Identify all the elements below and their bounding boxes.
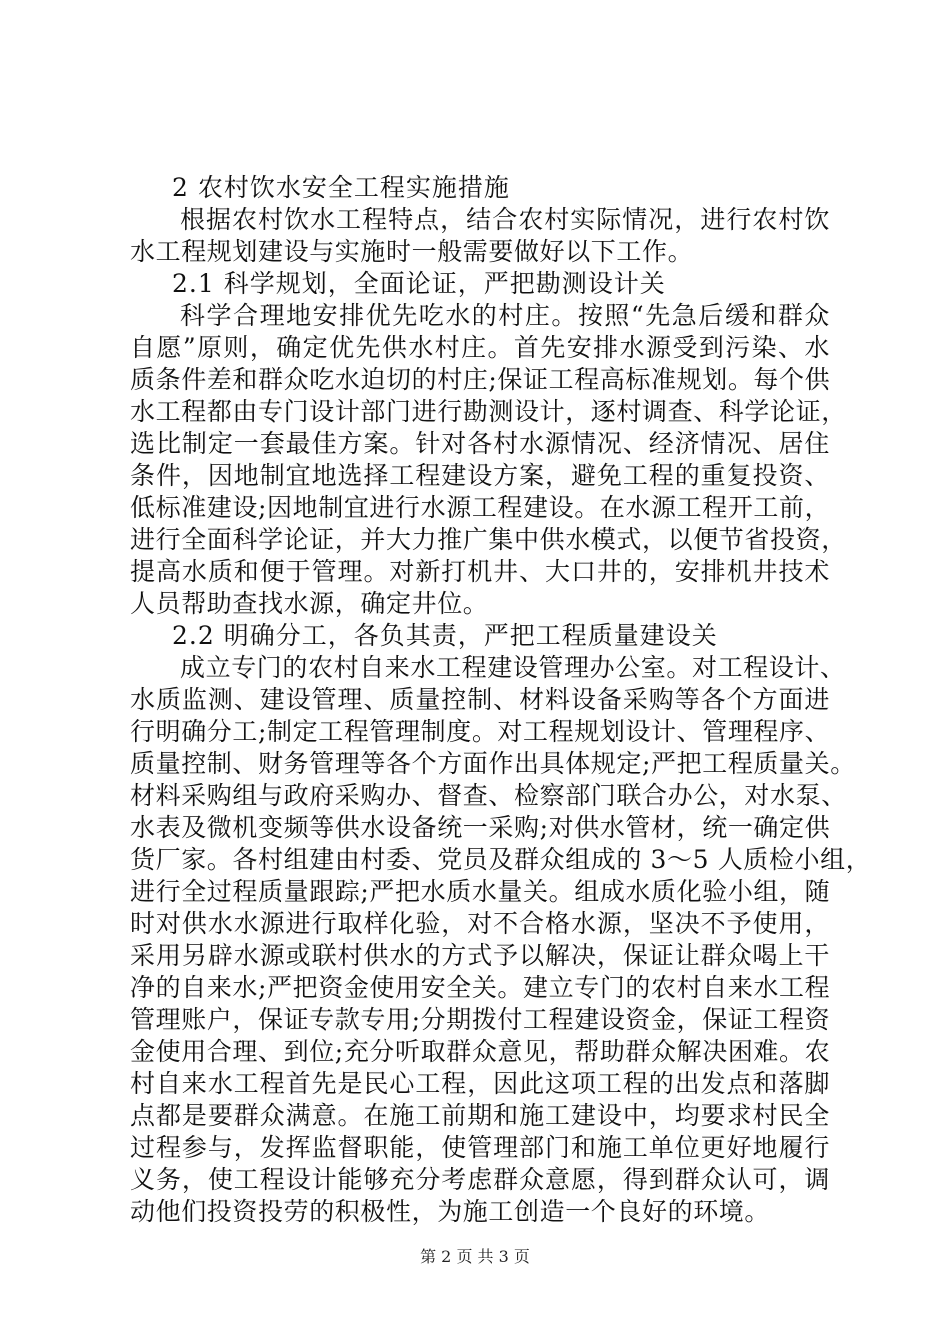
paragraph-first-line: 成立专门的农村自来水工程建设管理办公室。对工程设计、 xyxy=(180,653,846,682)
paragraph-first-line: 根据农村饮水工程特点，结合农村实际情况，进行农村饮 xyxy=(180,205,830,234)
paragraph-last-line: 人员帮助查找水源，确定井位。 xyxy=(130,589,489,618)
section-heading: 2.1 科学规划，全面论证，严把勘测设计关 xyxy=(172,269,666,298)
section-heading: 2 农村饮水安全工程实施措施 xyxy=(172,173,510,202)
paragraph-line: 水质监测、建设管理、质量控制、材料设备采购等各个方面进 xyxy=(130,685,830,714)
paragraph-line: 提高水质和便于管理。对新打机井、大口井的，安排机井技术 xyxy=(130,557,830,586)
paragraph-last-line: 动他们投资投劳的积极性，为施工创造一个良好的环境。 xyxy=(130,1197,771,1226)
paragraph-line: 采用另辟水源或联村供水的方式予以解决，保证让群众喝上干 xyxy=(130,941,830,970)
paragraph-line: 质条件差和群众吃水迫切的村庄;保证工程高标准规划。每个供 xyxy=(130,365,831,394)
paragraph-line: 进行全面科学论证，并大力推广集中供水模式，以便节省投资， xyxy=(130,525,847,554)
paragraph-line: 时对供水水源进行取样化验，对不合格水源，坚决不予使用， xyxy=(130,909,830,938)
paragraph-line: 质量控制、财务管理等各个方面作出具体规定;严把工程质量关。 xyxy=(130,749,856,778)
paragraph-line: 金使用合理、到位;充分听取群众意见，帮助群众解决困难。农 xyxy=(130,1037,831,1066)
paragraph-line: 材料采购组与政府采购办、督查、检察部门联合办公，对水泵、 xyxy=(130,781,847,810)
paragraph-line: 行明确分工;制定工程管理制度。对工程规划设计、管理程序、 xyxy=(130,717,831,746)
paragraph-line: 条件，因地制宜地选择工程建设方案，避免工程的重复投资、 xyxy=(130,461,830,490)
paragraph-line: 低标准建设;因地制宜进行水源工程建设。在水源工程开工前， xyxy=(130,493,831,522)
paragraph-line: 净的自来水;严把资金使用安全关。建立专门的农村自来水工程 xyxy=(130,973,831,1002)
page-footer: 第 2 页 共 3 页 xyxy=(420,1247,530,1266)
paragraph-line: 自愿”原则，确定优先供水村庄。首先安排水源受到污染、水 xyxy=(130,333,830,362)
paragraph-line: 进行全过程质量跟踪;严把水质水量关。组成水质化验小组，随 xyxy=(130,877,831,906)
paragraph-line: 义务，使工程设计能够充分考虑群众意愿，得到群众认可，调 xyxy=(130,1165,830,1194)
paragraph-line: 过程参与，发挥监督职能，使管理部门和施工单位更好地履行 xyxy=(130,1133,830,1162)
paragraph-line: 村自来水工程首先是民心工程，因此这项工程的出发点和落脚 xyxy=(130,1069,830,1098)
document-body xyxy=(130,172,872,1228)
paragraph-line: 管理账户，保证专款专用;分期拨付工程建设资金，保证工程资 xyxy=(130,1005,831,1034)
paragraph-line: 选比制定一套最佳方案。针对各村水源情况、经济情况、居住 xyxy=(130,429,830,458)
paragraph-line: 水工程都由专门设计部门进行勘测设计，逐村调查、科学论证， xyxy=(130,397,847,426)
paragraph-line: 点都是要群众满意。在施工前期和施工建设中，均要求村民全 xyxy=(130,1101,830,1130)
paragraph-last-line: 水工程规划建设与实施时一般需要做好以下工作。 xyxy=(130,237,694,266)
paragraph-line: 水表及微机变频等供水设备统一采购;对供水管材，统一确定供 xyxy=(130,813,831,842)
paragraph-first-line: 科学合理地安排优先吃水的村庄。按照“先急后缓和群众 xyxy=(180,301,830,330)
section-heading: 2.2 明确分工，各负其责，严把工程质量建设关 xyxy=(172,621,718,650)
paragraph-line: 货厂家。各村组建由村委、党员及群众组成的 3～5 人质检小组， xyxy=(130,845,872,874)
